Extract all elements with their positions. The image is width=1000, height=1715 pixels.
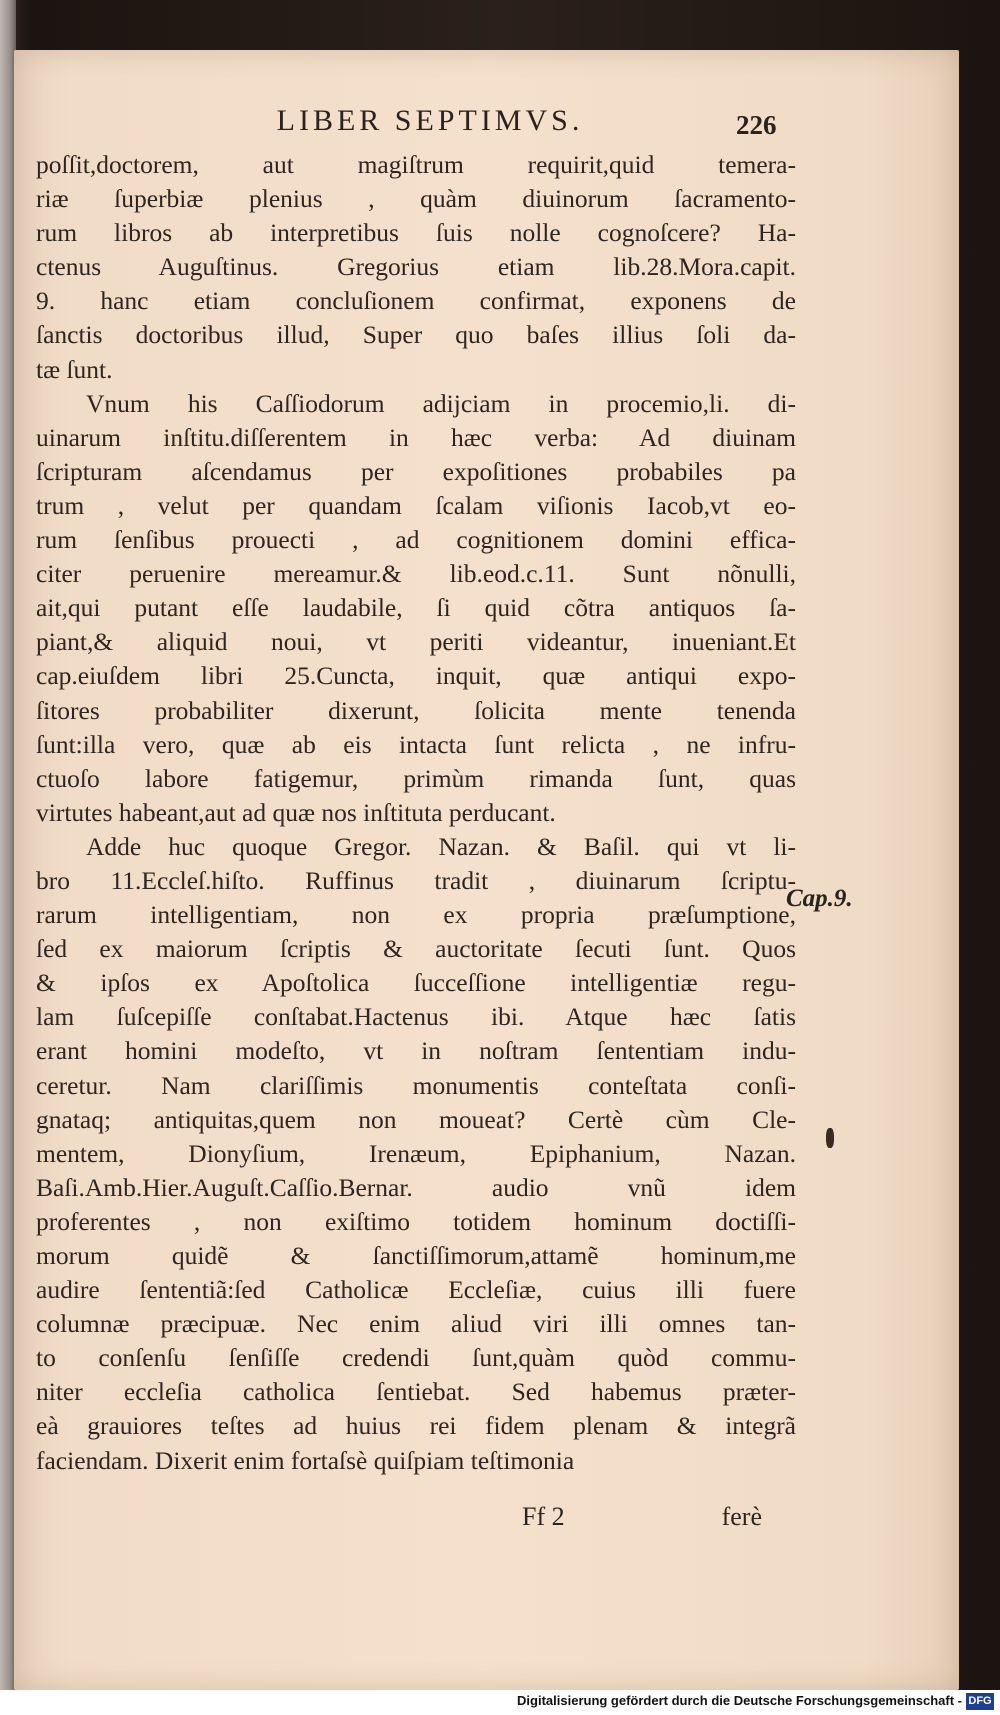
text-line: riæ ſuperbiæ plenius , quàm diuinorum ſacramento- — [36, 184, 796, 214]
signature-mark: Ff 2 — [522, 1502, 565, 1531]
text-line: columnæ præcipuæ. Nec enim aliud viri illi omnes tan- — [36, 1309, 796, 1339]
text-line: citer peruenire mereamur.& lib.eod.c.11. Sunt nõnulli, — [36, 559, 796, 589]
text-line: poſſit,doctorem, aut magiſtrum requirit,quid temera- — [36, 150, 796, 179]
text-line: lam ſuſcepiſſe conſtabat.Hactenus ibi. Atque hæc ſatis — [36, 1002, 796, 1032]
text-line: trum , velut per quandam ſcalam viſionis Iacob,vt eo- — [36, 490, 796, 520]
text-line: bro 11.Eccleſ.hiſto. Ruffinus tradit , diuinarum ſcriptu- — [36, 865, 796, 895]
text-line: morum quidẽ & ſanctiſſimorum,attamẽ hominum,me — [36, 1241, 796, 1270]
text-line: niter eccleſia catholica ſentiebat. Sed habemus præter- — [36, 1377, 796, 1407]
dfg-logo: DFG — [966, 1693, 994, 1710]
text-line: ſed ex maiorum ſcriptis & auctoritate ſecuti ſunt. Quos — [36, 934, 796, 964]
text-line: rum ſenſibus prouecti , ad cognitionem domini effica- — [36, 525, 796, 555]
margin-note: Cap.9. — [786, 885, 853, 912]
text-line: uinarum inſtitu.diſſerentem in hæc verba: Ad diuinam — [36, 422, 796, 452]
text-line: to conſenſu ſenſiſſe credendi ſunt,quàm quòd commu- — [36, 1343, 796, 1373]
text-line: & ipſos ex Apoſtolica ſucceſſione intelligentiæ regu- — [36, 968, 796, 998]
text-line: virtutes habeant,aut ad quæ nos inſtituta perducant. — [36, 797, 556, 827]
text-line: rum libros ab interpretibus ſuis nolle cognoſcere? Ha- — [36, 218, 796, 248]
body-text — [36, 148, 796, 1478]
text-line: gnataq; antiquitas,quem non moueat? Certè cùm Cle- — [36, 1104, 796, 1134]
text-line: 9. hanc etiam concluſionem confirmat, exponens de — [36, 286, 796, 316]
text-line: ſanctis doctoribus illud, Super quo baſes illius ſoli da- — [36, 320, 796, 350]
catchword: ferè — [721, 1502, 762, 1531]
text-line: ait,qui putant eſſe laudabile, ſi quid cõtra antiquos ſa- — [36, 593, 796, 623]
text-line: rarum intelligentiam, non ex propria præſumptione, — [36, 900, 796, 930]
running-head: LIBER SEPTIMVS. — [276, 104, 584, 137]
text-line: ctenus Auguſtinus. Gregorius etiam lib.28.Mora.capit. — [36, 252, 796, 282]
text-line: erant homini modeſto, vt in noſtram ſententiam indu- — [36, 1036, 796, 1066]
page-number: 226 — [736, 110, 777, 140]
text-line: faciendam. Dixerit enim fortaſsè quiſpiam teſtimonia — [36, 1445, 575, 1475]
text-line: mentem, Dionyſium, Irenæum, Epiphanium, Nazan. — [36, 1138, 796, 1168]
ink-blot — [826, 1128, 834, 1148]
text-line: ſunt:illa vero, quæ ab eis intacta ſunt relicta , ne infru- — [36, 729, 796, 759]
text-line: ctuoſo labore fatigemur, primùm rimanda ſunt, quas — [36, 763, 796, 793]
text-line: tæ ſunt. — [36, 354, 113, 384]
text-line: ceretur. Nam clariſſimis monumentis conteſtata conſi- — [36, 1070, 796, 1100]
text-line: Baſi.Amb.Hier.Auguſt.Caſſio.Bernar. audio vnũ idem — [36, 1172, 796, 1202]
text-line: proferentes , non exiſtimo totidem hominum doctiſſi- — [36, 1206, 796, 1236]
text-line: Adde huc quoque Gregor. Nazan. & Baſil. qui vt li- — [86, 831, 796, 861]
page-footer-line — [522, 1502, 762, 1536]
digitization-footer — [0, 1690, 1000, 1715]
text-line: cap.eiuſdem libri 25.Cuncta, inquit, quæ antiqui expo- — [36, 661, 796, 691]
text-line: eà grauiores teſtes ad huius rei fidem plenam & integrã — [36, 1411, 796, 1441]
funding-credit: Digitalisierung gefördert durch die Deutsche Forschungsgemeinschaft - — [517, 1693, 962, 1708]
text-line: ſitores probabiliter dixerunt, ſolicita mente tenenda — [36, 695, 796, 725]
text-line: audire ſententiã:ſed Catholicæ Eccleſiæ, cuius illi fuere — [36, 1275, 796, 1305]
text-line: ſcripturam aſcendamus per expoſitiones probabiles pa — [36, 456, 796, 486]
text-line: Vnum his Caſſiodorum adijciam in procemio,li. di- — [86, 388, 796, 418]
text-line: piant,& aliquid noui, vt periti videantur, inueniant.Et — [36, 627, 796, 657]
